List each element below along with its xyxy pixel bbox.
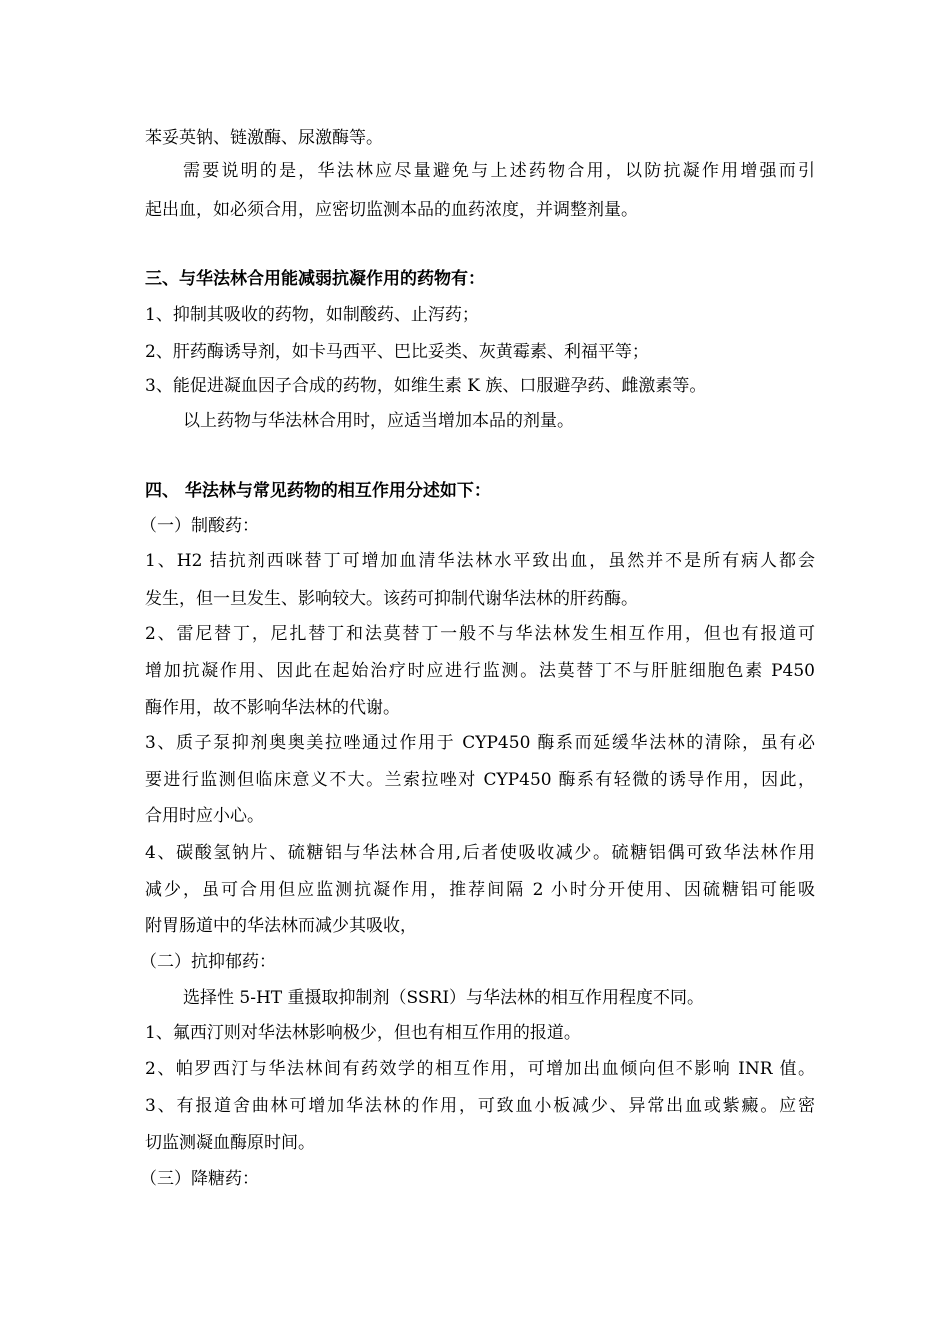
text-line: 发生，但一旦发生、影响较大。该药可抑制代谢华法林的肝药酶。	[145, 589, 638, 609]
paragraph-line: 需要说明的是，华法林应尽量避免与上述药物合用，以防抗凝作用增强而引	[183, 161, 815, 181]
text-line: 增加抗凝作用、因此在起始治疗时应进行监测。法莫替丁不与肝脏细胞色素 P450	[145, 661, 815, 681]
text-line: 减少，虽可合用但应监测抗凝作用，推荐间隔 2 小时分开使用、因硫糖铝可能吸	[145, 880, 815, 900]
text-line: 苯妥英钠、链激酶、尿激酶等。	[145, 128, 383, 148]
text-line: 切监测凝血酶原时间。	[145, 1133, 315, 1153]
list-item: 1、H2 拮抗剂西咪替丁可增加血清华法林水平致出血，虽然并不是所有病人都会	[145, 551, 815, 571]
text-line: 酶作用，故不影响华法林的代谢。	[145, 698, 400, 718]
list-item: 2、雷尼替丁，尼扎替丁和法莫替丁一般不与华法林发生相互作用，但也有报道可	[145, 624, 815, 644]
section-heading-4: 四、 华法林与常见药物的相互作用分述如下：	[145, 481, 491, 501]
subsection-heading: （二）抗抑郁药：	[140, 952, 276, 972]
subsection-heading: （一）制酸药：	[140, 516, 259, 536]
text-line: 要进行监测但临床意义不大。兰索拉唑对 CYP450 酶系有轻微的诱导作用，因此，	[145, 770, 815, 790]
list-item: 3、质子泵抑剂奥奥美拉唑通过作用于 CYP450 酶系而延缓华法林的清除，虽有必	[145, 733, 815, 753]
section-heading-3: 三、与华法林合用能减弱抗凝作用的药物有：	[145, 269, 485, 289]
text-line: 合用时应小心。	[145, 806, 264, 826]
subsection-heading: （三）降糖药：	[140, 1169, 259, 1189]
paragraph-line: 以上药物与华法林合用时，应适当增加本品的剂量。	[183, 411, 574, 431]
paragraph-line: 选择性 5-HT 重摄取抑制剂（SSRI）与华法林的相互作用程度不同。	[183, 988, 705, 1008]
list-item: 1、氟西汀则对华法林影响极少，但也有相互作用的报道。	[145, 1023, 581, 1043]
list-item: 4、碳酸氢钠片、硫糖铝与华法林合用,后者使吸收减少。硫糖铝偶可致华法林作用	[145, 843, 815, 863]
text-line: 起出血，如必须合用，应密切监测本品的血药浓度，并调整剂量。	[145, 200, 638, 220]
list-item: 2、肝药酶诱导剂，如卡马西平、巴比妥类、灰黄霉素、利福平等；	[145, 342, 649, 362]
list-item: 3、能促进凝血因子合成的药物，如维生素 K 族、口服避孕药、雌激素等。	[145, 376, 707, 396]
list-item: 2、帕罗西汀与华法林间有药效学的相互作用，可增加出血倾向但不影响 INR 值。	[145, 1059, 815, 1079]
list-item: 1、抑制其吸收的药物，如制酸药、止泻药；	[145, 305, 479, 325]
text-line: 附胃肠道中的华法林而减少其吸收，	[145, 916, 417, 936]
list-item: 3、有报道舍曲林可增加华法林的作用，可致血小板减少、异常出血或紫癜。应密	[145, 1096, 815, 1116]
